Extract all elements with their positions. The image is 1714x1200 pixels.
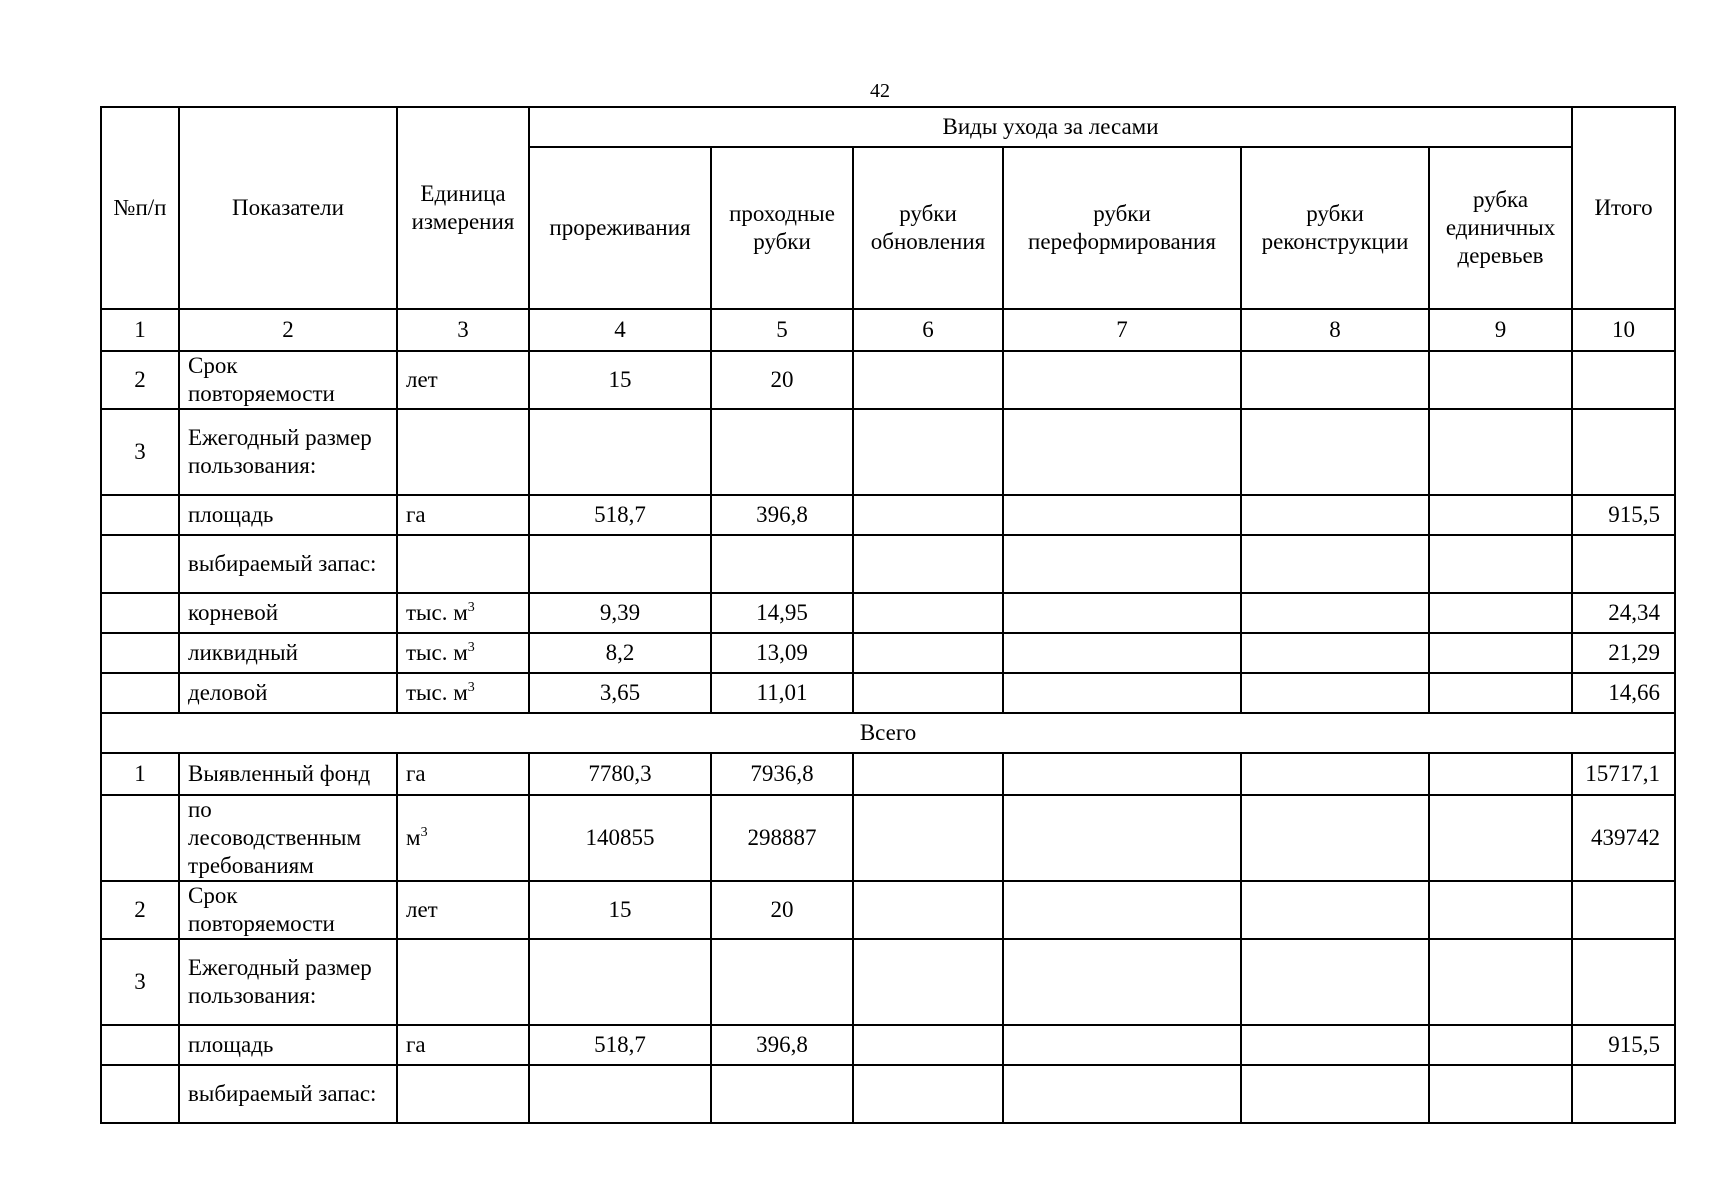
empty-cell bbox=[1429, 495, 1572, 535]
cell-total bbox=[1572, 939, 1675, 1025]
empty-cell bbox=[1241, 633, 1429, 673]
row-indicator: деловой bbox=[179, 673, 397, 713]
cell-total: 21,29 bbox=[1572, 633, 1675, 673]
cell-passage-cutting: 396,8 bbox=[711, 1025, 853, 1065]
empty-cell bbox=[1003, 535, 1241, 593]
empty-cell bbox=[1241, 1025, 1429, 1065]
header-total: Итого bbox=[1572, 107, 1675, 309]
cell-total: 15717,1 bbox=[1572, 753, 1675, 795]
unit-superscript: 3 bbox=[467, 640, 475, 655]
cell-passage-cutting bbox=[711, 1065, 853, 1123]
row-num: 1 bbox=[101, 753, 179, 795]
row-unit bbox=[397, 409, 529, 495]
cell-total bbox=[1572, 351, 1675, 409]
row-indicator: Срок повторяемости bbox=[179, 351, 397, 409]
cell-total: 915,5 bbox=[1572, 1025, 1675, 1065]
table-row bbox=[101, 495, 1675, 535]
empty-cell bbox=[1003, 593, 1241, 633]
column-number-row bbox=[101, 309, 1675, 351]
column-number: 1 bbox=[101, 309, 179, 351]
row-num bbox=[101, 673, 179, 713]
row-num: 3 bbox=[101, 409, 179, 495]
row-num: 3 bbox=[101, 939, 179, 1025]
row-num: 2 bbox=[101, 881, 179, 939]
header-indicator: Показатели bbox=[179, 107, 397, 309]
row-num bbox=[101, 1065, 179, 1123]
column-number: 6 bbox=[853, 309, 1003, 351]
empty-cell bbox=[1241, 881, 1429, 939]
empty-cell bbox=[853, 593, 1003, 633]
empty-cell bbox=[1003, 495, 1241, 535]
cell-passage-cutting: 7936,8 bbox=[711, 753, 853, 795]
cell-passage-cutting: 298887 bbox=[711, 795, 853, 881]
empty-cell bbox=[1429, 1025, 1572, 1065]
header-type: рубка единичных деревьев bbox=[1429, 147, 1572, 309]
table-row bbox=[101, 753, 1675, 795]
empty-cell bbox=[853, 535, 1003, 593]
page-number: 42 bbox=[870, 80, 890, 102]
row-unit bbox=[397, 495, 529, 535]
empty-cell bbox=[1241, 1065, 1429, 1123]
empty-cell bbox=[1241, 753, 1429, 795]
unit-superscript: 3 bbox=[420, 825, 428, 840]
empty-cell bbox=[1003, 1065, 1241, 1123]
cell-total bbox=[1572, 535, 1675, 593]
table-row bbox=[101, 535, 1675, 593]
empty-cell bbox=[1241, 535, 1429, 593]
unit-superscript: 3 bbox=[467, 680, 475, 695]
header-type: прореживания bbox=[529, 147, 711, 309]
cell-thinning: 8,2 bbox=[529, 633, 711, 673]
empty-cell bbox=[1003, 673, 1241, 713]
cell-thinning: 15 bbox=[529, 881, 711, 939]
cell-total: 24,34 bbox=[1572, 593, 1675, 633]
empty-cell bbox=[1429, 593, 1572, 633]
row-indicator: площадь bbox=[179, 495, 397, 535]
empty-cell bbox=[1429, 939, 1572, 1025]
column-number: 5 bbox=[711, 309, 853, 351]
cell-thinning: 9,39 bbox=[529, 593, 711, 633]
cell-total: 915,5 bbox=[1572, 495, 1675, 535]
column-number: 8 bbox=[1241, 309, 1429, 351]
cell-total: 14,66 bbox=[1572, 673, 1675, 713]
empty-cell bbox=[853, 495, 1003, 535]
empty-cell bbox=[1429, 535, 1572, 593]
row-indicator: Ежегодный размер пользования: bbox=[179, 409, 397, 495]
empty-cell bbox=[1429, 1065, 1572, 1123]
header-num: №п/п bbox=[101, 107, 179, 309]
empty-cell bbox=[1241, 351, 1429, 409]
empty-cell bbox=[1241, 939, 1429, 1025]
row-num bbox=[101, 495, 179, 535]
table-row bbox=[101, 351, 1675, 409]
cell-passage-cutting bbox=[711, 409, 853, 495]
empty-cell bbox=[1241, 593, 1429, 633]
row-indicator: выбираемый запас: bbox=[179, 1065, 397, 1123]
row-indicator: Выявленный фонд bbox=[179, 753, 397, 795]
row-num bbox=[101, 633, 179, 673]
unit-text: тыс. м bbox=[406, 640, 468, 665]
row-indicator: Срок повторяемости bbox=[179, 881, 397, 939]
unit-text: м bbox=[406, 825, 421, 850]
table-body-top bbox=[101, 351, 1675, 713]
empty-cell bbox=[853, 351, 1003, 409]
empty-cell bbox=[1429, 633, 1572, 673]
table-row bbox=[101, 409, 1675, 495]
unit-text: лет bbox=[406, 897, 438, 922]
cell-thinning bbox=[529, 939, 711, 1025]
unit-text: га bbox=[406, 761, 426, 786]
cell-thinning: 3,65 bbox=[529, 673, 711, 713]
section-total-label: Всего bbox=[101, 713, 1675, 753]
table-row bbox=[101, 1065, 1675, 1123]
empty-cell bbox=[853, 795, 1003, 881]
header-row-group bbox=[101, 107, 1675, 147]
empty-cell bbox=[853, 1025, 1003, 1065]
empty-cell bbox=[853, 939, 1003, 1025]
empty-cell bbox=[1429, 673, 1572, 713]
cell-thinning bbox=[529, 1065, 711, 1123]
header-type: рубки обновления bbox=[853, 147, 1003, 309]
table-row bbox=[101, 593, 1675, 633]
empty-cell bbox=[1003, 351, 1241, 409]
row-indicator: выбираемый запас: bbox=[179, 535, 397, 593]
unit-text: тыс. м bbox=[406, 680, 468, 705]
unit-text: лет bbox=[406, 367, 438, 392]
row-unit bbox=[397, 1025, 529, 1065]
cell-passage-cutting: 20 bbox=[711, 881, 853, 939]
column-number: 2 bbox=[179, 309, 397, 351]
row-num bbox=[101, 1025, 179, 1065]
row-num: 2 bbox=[101, 351, 179, 409]
empty-cell bbox=[1003, 753, 1241, 795]
empty-cell bbox=[1003, 1025, 1241, 1065]
row-indicator: по лесоводственным требованиям bbox=[179, 795, 397, 881]
empty-cell bbox=[1241, 673, 1429, 713]
empty-cell bbox=[853, 1065, 1003, 1123]
empty-cell bbox=[1003, 939, 1241, 1025]
empty-cell bbox=[1003, 881, 1241, 939]
cell-total bbox=[1572, 881, 1675, 939]
cell-thinning bbox=[529, 409, 711, 495]
column-number: 7 bbox=[1003, 309, 1241, 351]
empty-cell bbox=[1429, 753, 1572, 795]
empty-cell bbox=[1241, 409, 1429, 495]
unit-superscript: 3 bbox=[467, 600, 475, 615]
row-indicator: площадь bbox=[179, 1025, 397, 1065]
column-number: 3 bbox=[397, 309, 529, 351]
column-number: 10 bbox=[1572, 309, 1675, 351]
row-num bbox=[101, 593, 179, 633]
empty-cell bbox=[1429, 881, 1572, 939]
row-indicator: корневой bbox=[179, 593, 397, 633]
row-unit bbox=[397, 795, 529, 881]
row-num bbox=[101, 535, 179, 593]
row-unit bbox=[397, 939, 529, 1025]
empty-cell bbox=[853, 409, 1003, 495]
unit-text: га bbox=[406, 1032, 426, 1057]
row-num bbox=[101, 795, 179, 881]
header-type: рубки переформирования bbox=[1003, 147, 1241, 309]
row-unit bbox=[397, 673, 529, 713]
empty-cell bbox=[1241, 495, 1429, 535]
cell-total bbox=[1572, 409, 1675, 495]
empty-cell bbox=[853, 633, 1003, 673]
empty-cell bbox=[1429, 795, 1572, 881]
cell-passage-cutting: 14,95 bbox=[711, 593, 853, 633]
empty-cell bbox=[853, 673, 1003, 713]
cell-total: 439742 bbox=[1572, 795, 1675, 881]
row-indicator: Ежегодный размер пользования: bbox=[179, 939, 397, 1025]
forest-care-table bbox=[100, 106, 1676, 1124]
empty-cell bbox=[1003, 795, 1241, 881]
row-unit bbox=[397, 633, 529, 673]
row-unit bbox=[397, 351, 529, 409]
cell-thinning: 15 bbox=[529, 351, 711, 409]
table-row bbox=[101, 881, 1675, 939]
section-row bbox=[101, 713, 1675, 753]
row-indicator: ликвидный bbox=[179, 633, 397, 673]
table-row bbox=[101, 633, 1675, 673]
header-unit: Единица измерения bbox=[397, 107, 529, 309]
cell-passage-cutting: 13,09 bbox=[711, 633, 853, 673]
column-number: 9 bbox=[1429, 309, 1572, 351]
cell-total bbox=[1572, 1065, 1675, 1123]
table-body-bottom bbox=[101, 753, 1675, 1123]
cell-passage-cutting: 396,8 bbox=[711, 495, 853, 535]
cell-passage-cutting bbox=[711, 939, 853, 1025]
empty-cell bbox=[1241, 795, 1429, 881]
header-type: проходные рубки bbox=[711, 147, 853, 309]
empty-cell bbox=[853, 881, 1003, 939]
table-row bbox=[101, 1025, 1675, 1065]
row-unit bbox=[397, 881, 529, 939]
empty-cell bbox=[1003, 633, 1241, 673]
table-row bbox=[101, 939, 1675, 1025]
cell-passage-cutting: 11,01 bbox=[711, 673, 853, 713]
empty-cell bbox=[1003, 409, 1241, 495]
empty-cell bbox=[1429, 351, 1572, 409]
row-unit bbox=[397, 535, 529, 593]
header-group: Виды ухода за лесами bbox=[529, 107, 1572, 147]
cell-thinning bbox=[529, 535, 711, 593]
cell-thinning: 518,7 bbox=[529, 1025, 711, 1065]
header-type: рубки реконструкции bbox=[1241, 147, 1429, 309]
table-row bbox=[101, 673, 1675, 713]
column-number: 4 bbox=[529, 309, 711, 351]
unit-text: га bbox=[406, 502, 426, 527]
cell-passage-cutting: 20 bbox=[711, 351, 853, 409]
unit-text: тыс. м bbox=[406, 600, 468, 625]
empty-cell bbox=[853, 753, 1003, 795]
table-row bbox=[101, 795, 1675, 881]
cell-thinning: 518,7 bbox=[529, 495, 711, 535]
cell-thinning: 140855 bbox=[529, 795, 711, 881]
row-unit bbox=[397, 753, 529, 795]
empty-cell bbox=[1429, 409, 1572, 495]
row-unit bbox=[397, 1065, 529, 1123]
row-unit bbox=[397, 593, 529, 633]
cell-passage-cutting bbox=[711, 535, 853, 593]
cell-thinning: 7780,3 bbox=[529, 753, 711, 795]
